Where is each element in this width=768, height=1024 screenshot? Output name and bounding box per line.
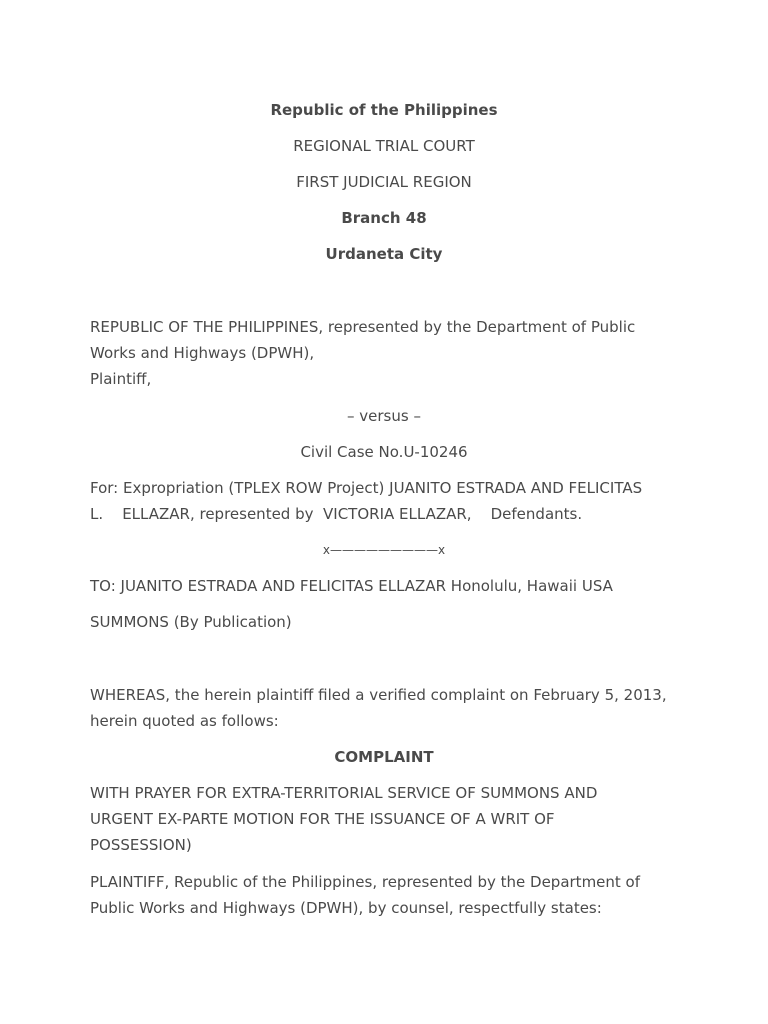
heading-court: REGIONAL TRIAL COURT <box>293 137 475 155</box>
summons-title: SUMMONS (By Publication) <box>90 613 292 631</box>
parties-line-2: Works and Highways (DPWH), <box>90 344 315 362</box>
heading-republic: Republic of the Philippines <box>270 101 498 119</box>
parties-line-1: REPUBLIC OF THE PHILIPPINES, represented by the Department of Public <box>90 318 636 336</box>
separator-line: x—————————x <box>322 543 446 557</box>
whereas-line-2: herein quoted as follows: <box>90 712 279 730</box>
whereas-line-1: WHEREAS, the herein plaintiff filed a verified complaint on February 5, 2013, <box>90 686 667 704</box>
versus-label: – versus – <box>347 407 421 425</box>
complaint-title: COMPLAINT <box>334 748 434 766</box>
prayer-line-2: URGENT EX-PARTE MOTION FOR THE ISSUANCE OF A WRIT OF <box>90 810 555 828</box>
plaintiff-statement-line-2: Public Works and Highways (DPWH), by counsel, respectfully states: <box>90 899 602 917</box>
plaintiff-statement-line-1: PLAINTIFF, Republic of the Philippines, represented by the Department of <box>90 873 641 891</box>
heading-branch: Branch 48 <box>341 209 427 227</box>
for-line-1: For: Expropriation (TPLEX ROW Project) JUANITO ESTRADA AND FELICITAS <box>90 479 643 497</box>
plaintiff-label: Plaintiff, <box>90 370 152 388</box>
case-number: Civil Case No.U-10246 <box>300 443 468 461</box>
prayer-line-3: POSSESSION) <box>90 836 192 854</box>
heading-city: Urdaneta City <box>325 245 443 263</box>
for-line-2: L. ELLAZAR, represented by VICTORIA ELLAZAR, Defendants. <box>90 505 583 523</box>
heading-region: FIRST JUDICIAL REGION <box>296 173 472 191</box>
summons-to-line: TO: JUANITO ESTRADA AND FELICITAS ELLAZAR Honolulu, Hawaii USA <box>90 577 613 595</box>
prayer-line-1: WITH PRAYER FOR EXTRA-TERRITORIAL SERVICE OF SUMMONS AND <box>90 784 598 802</box>
